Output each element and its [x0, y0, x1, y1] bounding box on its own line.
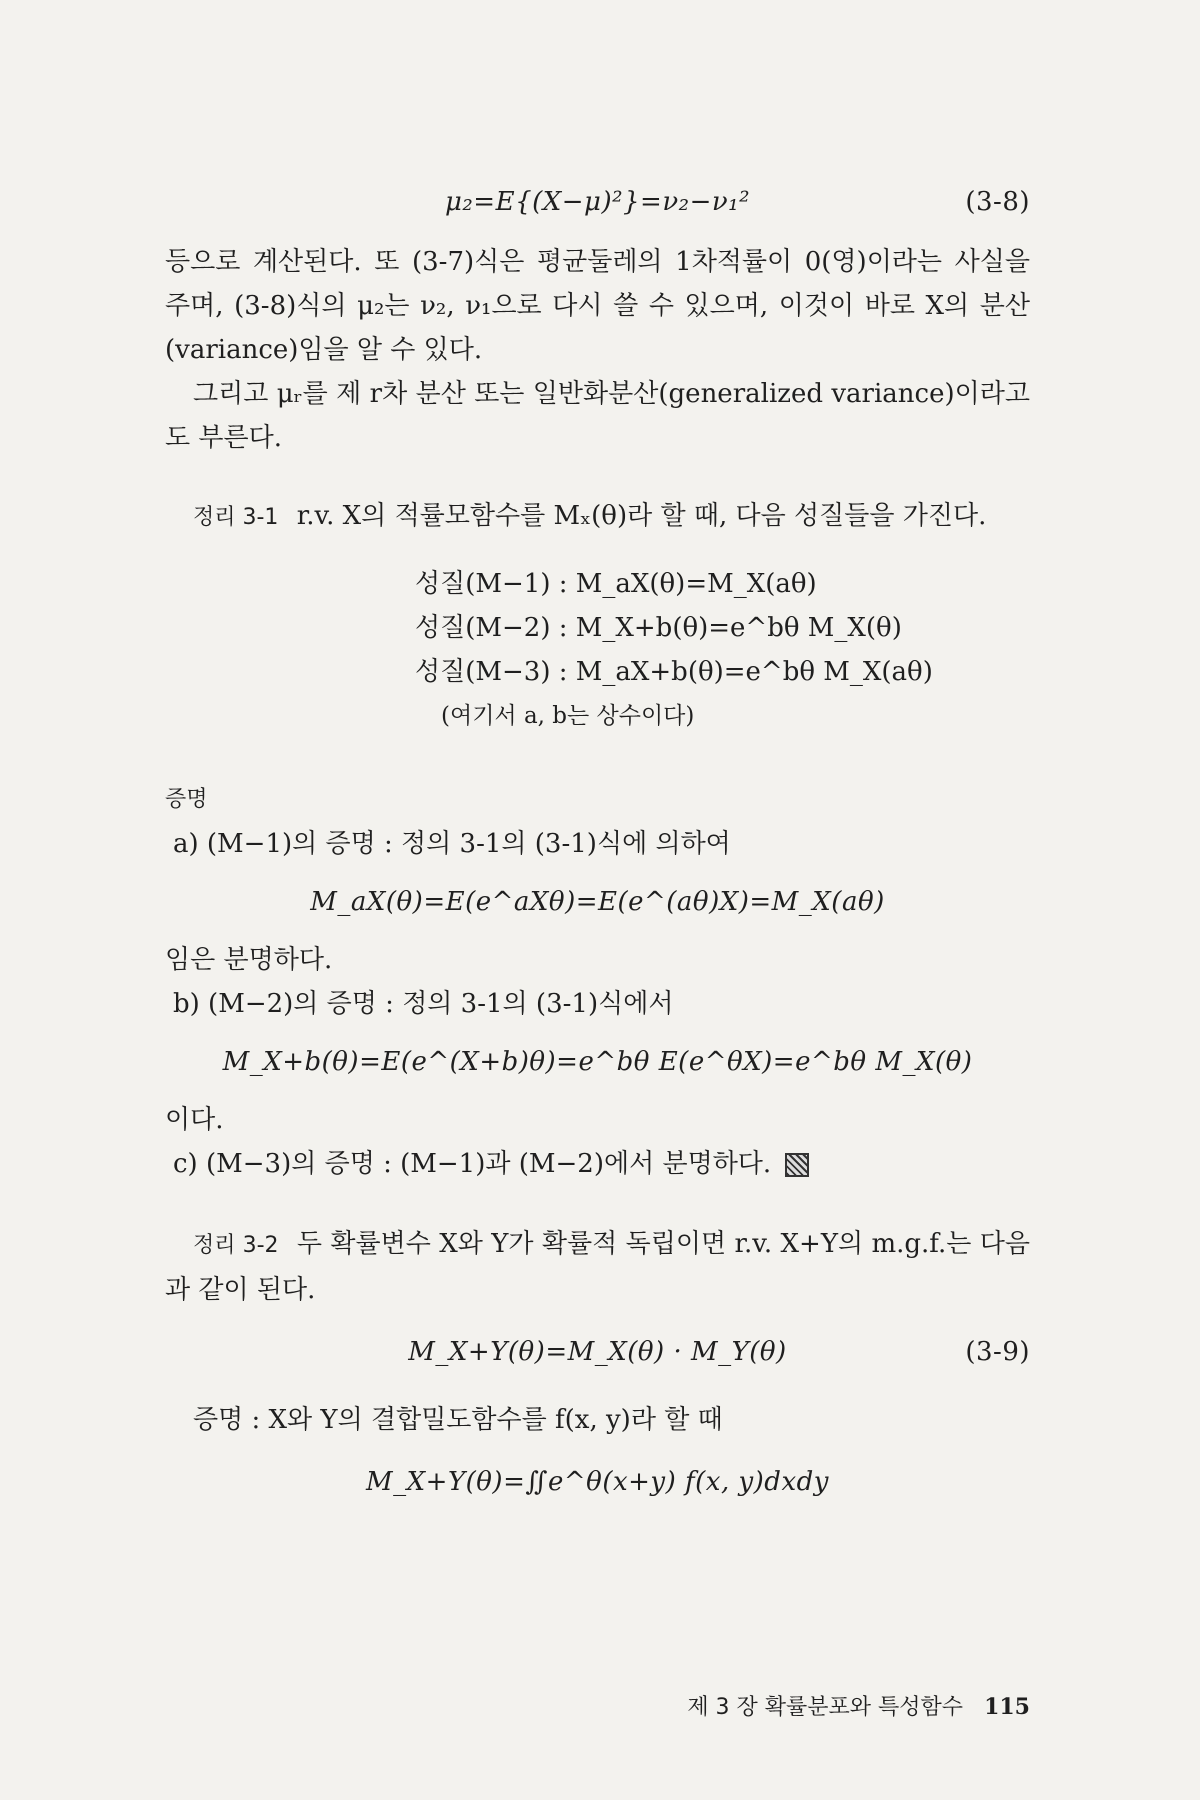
proof-a-line: a) (M−1)의 증명 : 정의 3-1의 (3-1)식에 의하여: [173, 829, 731, 859]
qed-box-icon: [785, 1153, 809, 1177]
equation-text: μ₂=E{(X−μ)²}=ν₂−ν₁²: [444, 187, 751, 217]
paragraph-1: 등으로 계산된다. 또 (3-7)식은 평균둘레의 1차적률이 0(영)이라는 사실을 주며, (3-8)식의 μ₂는 ν₂, ν₁으로 다시 쓸 수 있으며, 이것이 바로 X의 분산(variance)임을 알 수 있다.: [165, 247, 1030, 365]
theorem-label: 정리 3-1: [193, 505, 279, 530]
proof-b-line: b) (M−2)의 증명 : 정의 3-1의 (3-1)식에서: [173, 989, 674, 1019]
page-footer: [0, 1685, 1030, 1730]
constant-note: (여기서 a, b는 상수이다): [441, 703, 695, 729]
theorem-text: 두 확률변수 X와 Y가 확률적 독립이면 r.v. X+Y의 m.g.f.는 다음과 같이 된다.: [165, 1229, 1030, 1305]
proof-b-equation: M_X+b(θ)=E(e^(X+b)θ)=e^bθ E(e^θX)=e^bθ M_X(θ): [222, 1047, 973, 1077]
theorem-text: r.v. X의 적률모함수를 Mₓ(θ)라 할 때, 다음 성질들을 가진다.: [296, 501, 987, 531]
equation-number: (3-8): [965, 187, 1030, 217]
equation-number: (3-9): [965, 1337, 1030, 1367]
equation-text: M_X+Y(θ)=M_X(θ) · M_Y(θ): [408, 1337, 787, 1367]
proof-c-text: c) (M−3)의 증명 : (M−1)과 (M−2)에서 분명하다.: [173, 1149, 772, 1179]
theorem-3-2: [165, 1222, 1030, 1312]
property-m1: 성질(M−1) : M_aX(θ)=M_X(aθ): [415, 569, 817, 599]
property-m2: 성질(M−2) : M_X+b(θ)=e^bθ M_X(θ): [415, 613, 902, 643]
proof-c-line: [173, 1142, 1030, 1186]
equation-3-9: [165, 1330, 1030, 1374]
chapter-title: 제 3 장 확률분포와 특성함수: [687, 1695, 964, 1720]
property-list: [415, 562, 1030, 694]
proof-a-equation: M_aX(θ)=E(e^aXθ)=E(e^(aθ)X)=M_X(aθ): [310, 887, 885, 917]
property-m3: 성질(M−3) : M_aX+b(θ)=e^bθ M_X(aθ): [415, 657, 933, 687]
equation-3-8: [165, 180, 1030, 224]
paragraph-2: 그리고 μᵣ를 제 r차 분산 또는 일반화분산(generalized variance)이라고 도 부른다.: [165, 379, 1030, 453]
theorem-3-1: [165, 494, 1030, 540]
page-number: 115: [984, 1694, 1030, 1720]
proof-2-equation: M_X+Y(θ)=∬e^θ(x+y) f(x, y)dxdy: [366, 1467, 829, 1497]
proof-b-conclusion: 이다.: [165, 1105, 224, 1135]
proof-heading: 증명: [165, 787, 208, 812]
proof-2-line: 증명 : X와 Y의 결합밀도함수를 f(x, y)라 할 때: [193, 1405, 723, 1435]
theorem-label: 정리 3-2: [193, 1233, 279, 1258]
proof-a-conclusion: 임은 분명하다.: [165, 945, 333, 975]
